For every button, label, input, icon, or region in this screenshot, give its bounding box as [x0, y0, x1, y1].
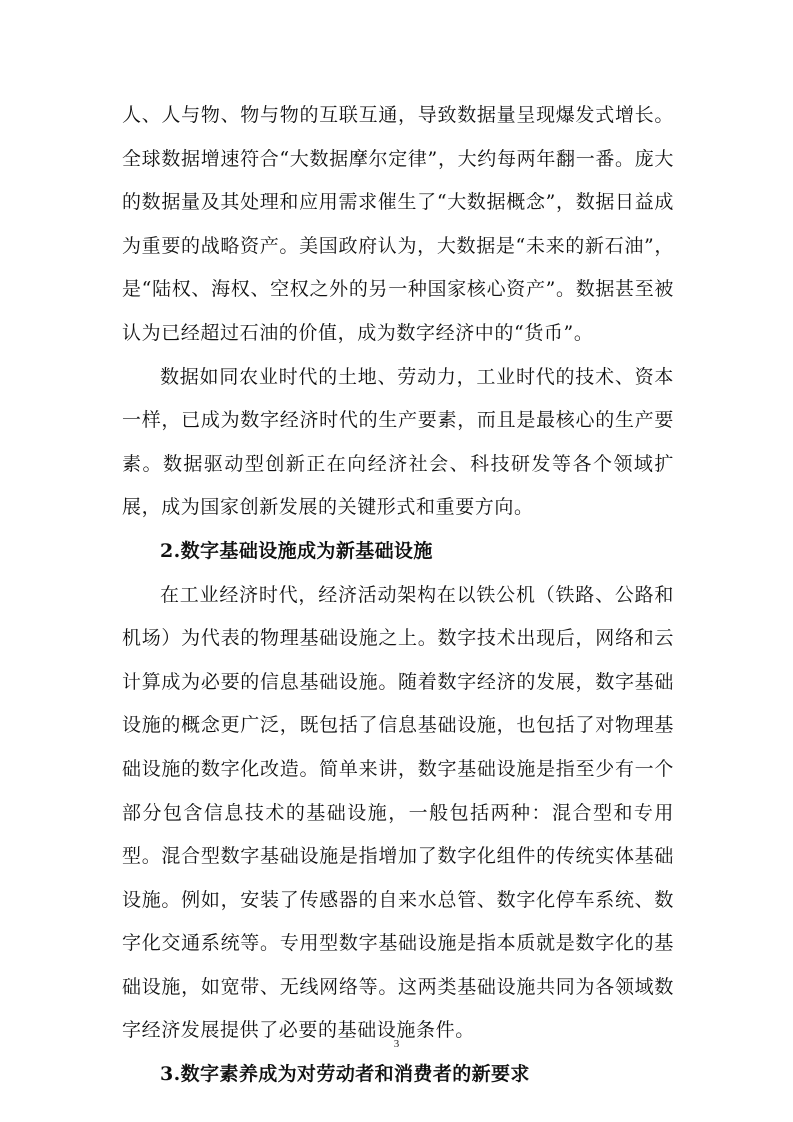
section-heading-digital-infrastructure: 2.数字基础设施成为新基础设施	[160, 539, 433, 562]
paragraph-digital-infrastructure: 在工业经济时代，经济活动架构在以铁公机（铁路、公路和机场）为代表的物理基础设施之上。数字技术出现后，网络和云计算成为必要的信息基础设施。随着数字经济的发展，数字基础设施的概念更广泛，既包括了信息基础设施，也包括了对物理基础设施的数字化改造。简单来讲，数字基础设施是指至少有一个部分包含信息技术的基础设施，一般包括两种：混合型和专用型。混合型数字基础设施是指增加了数字化组件的传统实体基础设施。例如，安装了传感器的自来水总管、数字化停车系统、数字化交通系统等。专用型数字基础设施是指本质就是数字化的基础设施，如宽带、无线网络等。这两类基础设施共同为各领域数字经济发展提供了必要的基础设施条件。	[122, 583, 674, 1042]
paragraph-data-as-production-factor: 数据如同农业时代的土地、劳动力，工业时代的技术、资本一样，已成为数字经济时代的生产要素，而且是最核心的生产要素。数据驱动型创新正在向经济社会、科技研发等各个领域扩展，成为国家创新发展的关键形式和重要方向。	[122, 365, 674, 519]
paragraph-data-growth: 人、人与物、物与物的互联互通，导致数据量呈现爆发式增长。全球数据增速符合“大数据摩尔定律”，大约每两年翻一番。庞大的数据量及其处理和应用需求催生了“大数据概念”，数据日益成为重要的战略资产。美国政府认为，大数据是“未来的新石油”，是“陆权、海权、空权之外的另一种国家核心资产”。数据甚至被认为已经超过石油的价值，成为数字经济中的“货币”。	[122, 104, 674, 344]
section-heading-digital-literacy: 3.数字素养成为对劳动者和消费者的新要求	[160, 1063, 530, 1086]
page-number: 3	[393, 1038, 400, 1050]
body-text	[122, 94, 674, 1097]
